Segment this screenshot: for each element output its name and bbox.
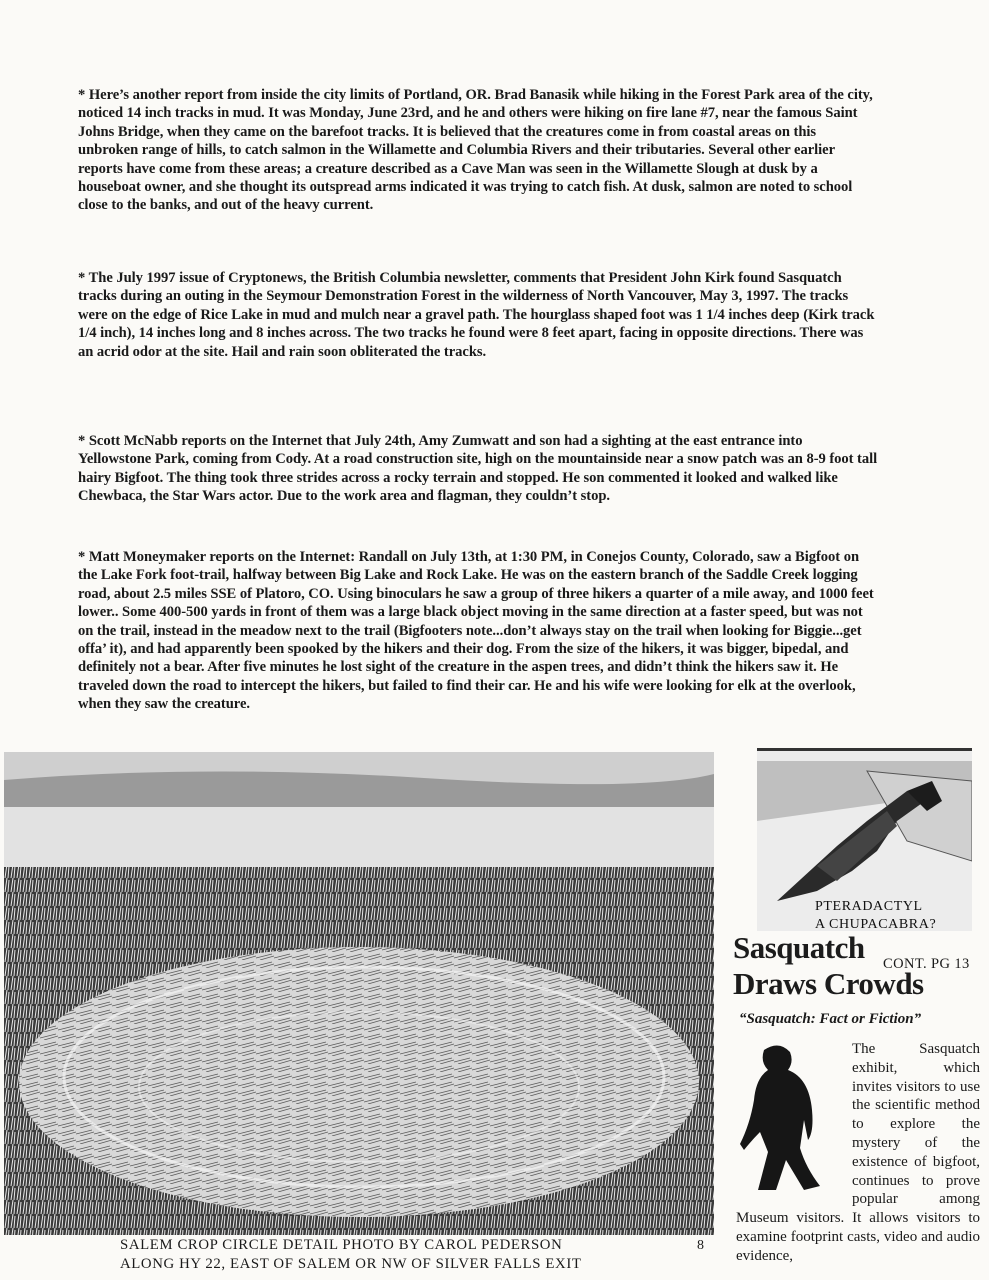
figure-spacer [736, 1040, 852, 1193]
article-portland: * Here’s another report from inside the city limits of Portland, OR. Brad Banasik while hiking in the Forest Park area of the city, noticed 14 inch tracks in mud. It was Monday, June 23rd, and he and others were hiking on fire lane #7, near the famous Saint Johns Bridge, when they came on the barefoot tracks. It is believed that the creatures come in from coastal areas on this unbroken range of hills, to catch salmon in the Willamette and Columbia Rivers and their tributaries. Several other earlier reports have come from these areas; a creature described as a Cave Man was seen in the Willamette Slough at dusk by a houseboat owner, and she thought its outspread arms indicated it was trying to catch fish. At dusk, salmon are noted to school close to the banks, and out of the heavy current. [78, 87, 873, 214]
continued-label: CONT. PG 13 [883, 956, 970, 972]
pteradactyl-caption [815, 898, 936, 934]
article-cryptonews: * The July 1997 issue of Cryptonews, the British Columbia newsletter, comments that President John Kirk found Sasquatch tracks during an outing in the Seymour Demonstration Forest in the wilderness of North Vancouver, May 3, 1997. The tracks were on the edge of Rice Lake in mud and mulch near a gravel path. The hourglass shaped foot was 1 1/4 inches deep (Kirk track 1/4 inch), 14 inches long and 8 inches across. The two tracks he found were 8 feet apart, facing in opposite directions. There was an acrid odor at the site. Hail and rain soon obliterated the tracks. [78, 270, 875, 360]
headline-line-2: Draws Crowds [733, 966, 924, 1001]
article-colorado: * Matt Moneymaker reports on the Internet: Randall on July 13th, at 1:30 PM, in Conejos County, Colorado, saw a Bigfoot on the Lake Fork foot-trail, halfway between Big Lake and Rock Lake. He was on the eastern branch of the Saddle Creek logging road, about 2.5 miles SSE of Platoro, CO. Using binoculars he saw a group of three hikers a quarter of a mile away, and 1000 feet lower.. Some 400-500 yards in front of them was a large black object moving in the same direction at a faster speed, but was not on the trail, instead in the meadow next to the trail (Bigfooters note...don’t always stay on the trail when looking for Biggie...get offa’ it), and had apparently been spooked by the hikers and their dog. From the size of the hikers, it was bigger, bipedal, and definitely not a bear. After five minutes he lost sight of the creature in the aspen trees, and didn’t think the hikers saw it. He traveled down the road to intercept the hikers, but failed to find their car. He and his wife were looking for elk at the overlook, when they saw the creature. [78, 549, 874, 713]
crop-circle-photo [4, 752, 714, 1235]
sasquatch-subhead: “Sasquatch: Fact or Fiction” [739, 1011, 922, 1027]
crop-circle-caption [120, 1236, 640, 1274]
caption-line-2: ALONG HY 22, EAST OF SALEM OR NW OF SILVER FALLS EXIT [120, 1256, 582, 1272]
caption-line-1: SALEM CROP CIRCLE DETAIL PHOTO BY CAROL PEDERSON [120, 1237, 563, 1253]
sasquatch-body [736, 1040, 980, 1266]
pteradactyl-caption-line-1: PTERADACTYL [815, 899, 923, 914]
page-number: 8 [697, 1238, 704, 1253]
pteradactyl-caption-line-2: A CHUPACABRA? [815, 917, 937, 932]
sasquatch-body-text: The Sasquatch exhibit, which invites visitors to use the scientific method to explore the mystery of the existence of bigfoot, continues to prove popular among Museum visitors. It allows visitors to examine footprint casts, video and audio evidence, [736, 1041, 980, 1264]
article-yellowstone: * Scott McNabb reports on the Internet that July 24th, Amy Zumwatt and son had a sighting at the east entrance into Yellowstone Park, coming from Cody. At a road construction site, high on the mountainside near a snow patch was an 8-9 foot tall hairy Bigfoot. The thing took three strides across a rocky terrain and stopped. He son commented it looked and walked like Chewbaca, the Star Wars actor. Due to the work area and flagman, they couldn’t stop. [78, 433, 878, 505]
headline-line-1: Sasquatch [733, 930, 865, 965]
